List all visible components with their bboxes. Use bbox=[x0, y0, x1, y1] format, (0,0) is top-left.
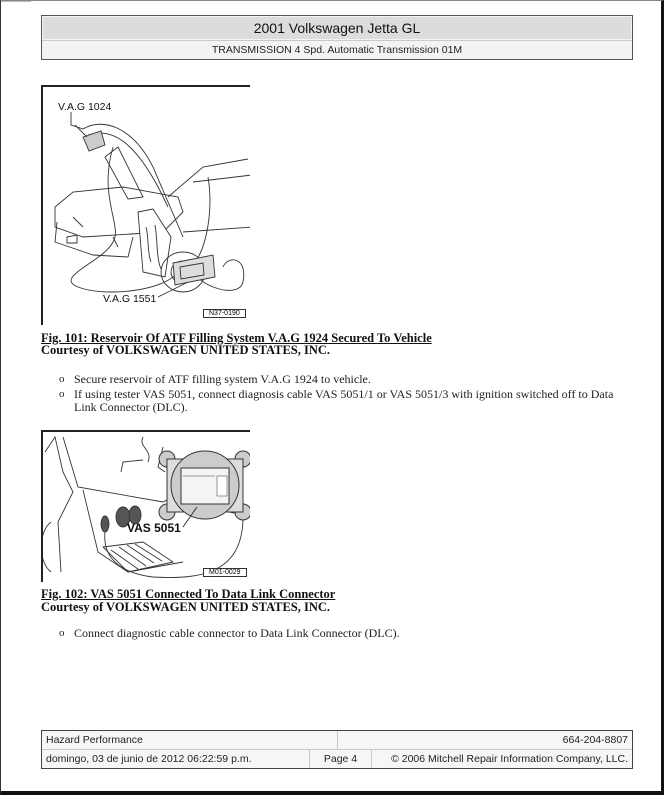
footer-phone: 664-204-8807 bbox=[562, 734, 628, 746]
step-item: o Secure reservoir of ATF filling system V.A.G 1924 to vehicle. bbox=[59, 372, 371, 386]
figure-101-image bbox=[41, 85, 250, 325]
footer-copyright: © 2006 Mitchell Repair Information Company, LLC. bbox=[391, 753, 628, 765]
figure-102-credit: Courtesy of VOLKSWAGEN UNITED STATES, INC. bbox=[41, 600, 331, 614]
vehicle-title: 2001 Volkswagen Jetta GL bbox=[42, 16, 632, 40]
figure-101-credit: Courtesy of VOLKSWAGEN UNITED STATES, INC. bbox=[41, 343, 331, 357]
figure-102-image bbox=[41, 430, 250, 582]
figure-code: N37-0190 bbox=[203, 309, 246, 318]
figure-101-steps bbox=[59, 373, 634, 416]
car-atf-reservoir-illustration bbox=[43, 87, 250, 325]
bullet-icon: o bbox=[59, 627, 65, 639]
bullet-icon: o bbox=[59, 373, 65, 385]
document-header bbox=[41, 15, 633, 60]
footer-company: Hazard Performance bbox=[42, 731, 338, 749]
figure-101-caption: Fig. 101: Reservoir Of ATF Filling System V.A.G 1924 Secured To Vehicle bbox=[41, 331, 432, 345]
document-footer bbox=[41, 730, 633, 769]
figure-102-steps bbox=[59, 627, 634, 642]
step-item: o Connect diagnostic cable connector to Data Link Connector (DLC). bbox=[59, 626, 400, 640]
figure-code: M01-0029 bbox=[203, 568, 247, 577]
bullet-icon: o bbox=[59, 388, 65, 400]
footer-page-number: Page 4 bbox=[310, 750, 372, 768]
vas5051-dlc-illustration bbox=[43, 432, 250, 582]
figure-label-vag-1551: V.A.G 1551 bbox=[103, 293, 157, 305]
step-item: o If using tester VAS 5051, connect diagnosis cable VAS 5051/1 or VAS 5051/3 with ignition switched off to Data Link Connector (DLC). bbox=[59, 387, 614, 414]
figure-102-caption: Fig. 102: VAS 5051 Connected To Data Link Connector bbox=[41, 587, 336, 601]
figure-label-vas-5051: VAS 5051 bbox=[127, 521, 181, 535]
figure-label-vag-1024: V.A.G 1024 bbox=[58, 101, 112, 113]
section-subtitle: TRANSMISSION 4 Spd. Automatic Transmission 01M bbox=[42, 40, 632, 59]
footer-date: domingo, 03 de junio de 2012 06:22:59 p.m. bbox=[42, 750, 310, 768]
